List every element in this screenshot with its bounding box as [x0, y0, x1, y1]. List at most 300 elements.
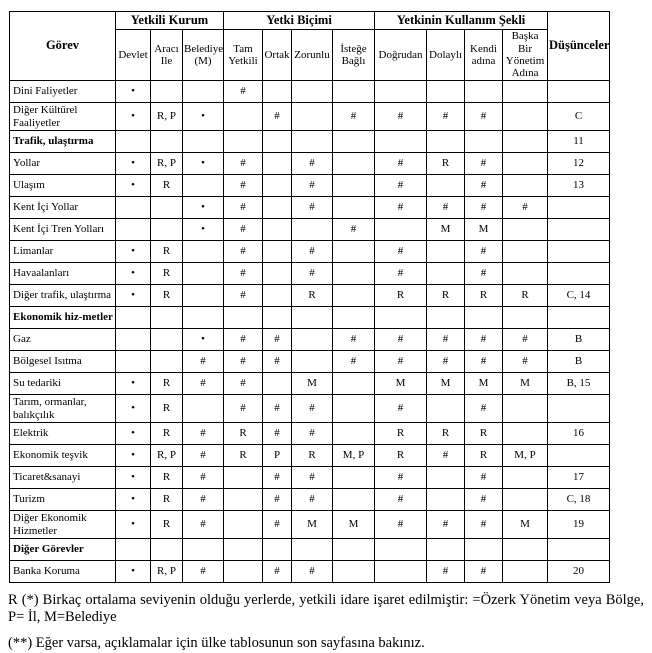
table-cell: R [292, 285, 333, 307]
table-cell [375, 219, 427, 241]
table-cell: R [151, 511, 183, 539]
table-cell [183, 81, 224, 103]
table-row [10, 351, 610, 373]
table-cell [333, 307, 375, 329]
row-label: Havaalanları [10, 263, 116, 285]
table-cell: R, P [151, 561, 183, 583]
row-label: Ticaret&sanayi [10, 467, 116, 489]
row-label: Bölgesel Isıtma [10, 351, 116, 373]
footnote-legend: R (*) Birkaç ortalama seviyenin olduğu yerlerde, yetkili idare işaret edilmiştir: =Özerk Yönetim veya Bölge, P= İl, M=Belediye [8, 592, 644, 626]
row-label: Diğer Görevler [10, 539, 116, 561]
table-cell [548, 263, 610, 285]
table-cell [224, 539, 263, 561]
table-cell: R [151, 175, 183, 197]
table-cell: • [116, 445, 151, 467]
table-cell: # [263, 423, 292, 445]
table-cell: • [183, 103, 224, 131]
table-cell: • [116, 175, 151, 197]
table-cell: M [333, 511, 375, 539]
table-cell [151, 539, 183, 561]
table-cell: # [292, 395, 333, 423]
table-cell: M, P [333, 445, 375, 467]
column-header: Aracı Ile [151, 30, 183, 81]
table-cell [183, 175, 224, 197]
row-label: Banka Koruma [10, 561, 116, 583]
table-cell [116, 219, 151, 241]
table-cell: # [465, 329, 503, 351]
table-cell: R [224, 445, 263, 467]
table-cell [183, 285, 224, 307]
table-cell [116, 197, 151, 219]
table-cell [427, 263, 465, 285]
table-cell: R [465, 423, 503, 445]
column-header: İsteğe Bağlı [333, 30, 375, 81]
table-row [10, 329, 610, 351]
table-cell: # [263, 561, 292, 583]
row-label: Yollar [10, 153, 116, 175]
table-cell: # [224, 373, 263, 395]
table-cell [292, 351, 333, 373]
table-cell: M, P [503, 445, 548, 467]
table-cell: # [427, 103, 465, 131]
table-cell [548, 197, 610, 219]
table-cell: # [224, 395, 263, 423]
table-cell: • [116, 423, 151, 445]
table-cell: C, 18 [548, 489, 610, 511]
table-cell: # [465, 263, 503, 285]
table-row [10, 285, 610, 307]
table-cell: # [333, 103, 375, 131]
table-row [10, 81, 610, 103]
row-label: Kent İçi Tren Yolları [10, 219, 116, 241]
column-header: Belediye (M) [183, 30, 224, 81]
table-cell: • [116, 511, 151, 539]
table-cell: M [427, 219, 465, 241]
table-cell: # [427, 445, 465, 467]
table-cell: # [375, 511, 427, 539]
table-cell [465, 539, 503, 561]
table-cell [224, 467, 263, 489]
table-cell: # [224, 351, 263, 373]
table-cell: • [116, 103, 151, 131]
row-label: Turizm [10, 489, 116, 511]
table-cell: • [183, 329, 224, 351]
table-cell [333, 561, 375, 583]
table-cell: R [375, 423, 427, 445]
table-cell [375, 131, 427, 153]
row-label: Diğer Kültürel Faaliyetler [10, 103, 116, 131]
table-cell: 13 [548, 175, 610, 197]
table-cell: R [151, 285, 183, 307]
table-cell [333, 81, 375, 103]
footnotes [8, 592, 644, 652]
table-cell: # [333, 329, 375, 351]
table-cell: # [292, 197, 333, 219]
table-cell: # [427, 511, 465, 539]
column-header: Ortak [263, 30, 292, 81]
table-cell: 12 [548, 153, 610, 175]
table-row [10, 561, 610, 583]
table-row [10, 263, 610, 285]
table-cell: # [183, 489, 224, 511]
table-row [10, 539, 610, 561]
table-cell [333, 423, 375, 445]
document-page [0, 11, 652, 652]
group-header-gorev: Görev [10, 12, 116, 81]
table-cell [263, 219, 292, 241]
table-cell: # [292, 153, 333, 175]
group-header-dusunceler: Düşünceler [548, 12, 610, 81]
table-cell [503, 467, 548, 489]
table-cell [151, 307, 183, 329]
column-header: Kendi adına [465, 30, 503, 81]
table-cell [224, 307, 263, 329]
table-cell: # [375, 263, 427, 285]
table-cell: # [292, 561, 333, 583]
table-cell: M [465, 219, 503, 241]
table-cell [224, 561, 263, 583]
table-cell [465, 307, 503, 329]
table-cell [548, 241, 610, 263]
table-cell: # [465, 103, 503, 131]
row-label: Su tedariki [10, 373, 116, 395]
table-cell: R [151, 241, 183, 263]
table-cell: R [503, 285, 548, 307]
table-cell: # [224, 263, 263, 285]
table-cell [333, 131, 375, 153]
table-cell: # [224, 175, 263, 197]
table-row [10, 103, 610, 131]
table-cell [427, 467, 465, 489]
row-label: Diğer trafik, ulaştırma [10, 285, 116, 307]
table-cell [333, 153, 375, 175]
table-cell: # [465, 395, 503, 423]
row-label: Diğer Ekonomik Hizmetler [10, 511, 116, 539]
table-cell: M [503, 373, 548, 395]
table-cell [224, 511, 263, 539]
table-cell [375, 539, 427, 561]
table-cell: # [503, 351, 548, 373]
table-cell: M [292, 511, 333, 539]
table-row [10, 373, 610, 395]
table-cell: # [465, 153, 503, 175]
table-row [10, 153, 610, 175]
table-cell: # [292, 423, 333, 445]
column-header: Doğrudan [375, 30, 427, 81]
table-cell: R [151, 263, 183, 285]
table-cell: R [151, 489, 183, 511]
table-cell: # [263, 511, 292, 539]
table-cell: • [116, 241, 151, 263]
table-cell [183, 539, 224, 561]
table-cell [503, 539, 548, 561]
table-cell [503, 263, 548, 285]
table-cell [263, 285, 292, 307]
table-cell [333, 395, 375, 423]
group-header-yetkili-kurum: Yetkili Kurum [116, 12, 224, 30]
table-cell: • [183, 219, 224, 241]
table-cell [548, 307, 610, 329]
table-cell [333, 467, 375, 489]
table-cell: # [263, 103, 292, 131]
table-cell: R [427, 285, 465, 307]
column-header: Devlet [116, 30, 151, 81]
table-cell [333, 539, 375, 561]
table-cell: R, P [151, 153, 183, 175]
table-cell: • [116, 467, 151, 489]
table-cell [224, 489, 263, 511]
table-cell: # [375, 103, 427, 131]
table-cell: # [465, 351, 503, 373]
row-label: Ulaşım [10, 175, 116, 197]
table-cell [116, 307, 151, 329]
table-cell: # [375, 329, 427, 351]
table-cell [427, 241, 465, 263]
column-header: Dolaylı [427, 30, 465, 81]
table-cell [263, 175, 292, 197]
table-cell: 16 [548, 423, 610, 445]
table-cell [116, 539, 151, 561]
table-cell: # [427, 351, 465, 373]
table-cell: # [224, 241, 263, 263]
table-cell: # [465, 561, 503, 583]
table-cell [333, 285, 375, 307]
table-cell: B [548, 351, 610, 373]
table-cell: B, 15 [548, 373, 610, 395]
table-row [10, 445, 610, 467]
table-cell [263, 241, 292, 263]
table-cell [503, 307, 548, 329]
table-cell: # [503, 329, 548, 351]
table-cell [503, 81, 548, 103]
table-cell [151, 329, 183, 351]
table-cell: # [375, 395, 427, 423]
table-cell: # [224, 285, 263, 307]
table-row [10, 511, 610, 539]
column-header: Zorunlu [292, 30, 333, 81]
table-cell: • [116, 561, 151, 583]
table-cell [548, 81, 610, 103]
row-label: Limanlar [10, 241, 116, 263]
table-cell: # [427, 329, 465, 351]
table-cell: # [224, 81, 263, 103]
table-cell: # [375, 153, 427, 175]
table-cell: B [548, 329, 610, 351]
table-cell [263, 153, 292, 175]
table-cell: • [116, 153, 151, 175]
table-cell [263, 81, 292, 103]
table-cell: 17 [548, 467, 610, 489]
table-cell: # [375, 175, 427, 197]
table-cell: # [224, 329, 263, 351]
table-cell [292, 131, 333, 153]
table-cell: • [116, 81, 151, 103]
table-cell [427, 131, 465, 153]
table-cell: # [292, 175, 333, 197]
table-cell [427, 307, 465, 329]
table-cell: M [292, 373, 333, 395]
table-cell [465, 81, 503, 103]
row-label: Kent İçi Yollar [10, 197, 116, 219]
row-label: Gaz [10, 329, 116, 351]
table-cell: R [224, 423, 263, 445]
table-cell: P [263, 445, 292, 467]
footnote-see-country-table: (**) Eğer varsa, açıklamalar için ülke tablosunun son sayfasına bakınız. [8, 635, 425, 652]
column-header: Başka Bir Yönetim Adına [503, 30, 548, 81]
table-cell: # [375, 241, 427, 263]
table-cell: M [503, 511, 548, 539]
table-cell: R [151, 395, 183, 423]
table-cell: # [375, 489, 427, 511]
table-cell: # [292, 489, 333, 511]
table-row [10, 489, 610, 511]
table-cell [292, 329, 333, 351]
table-cell: R [375, 445, 427, 467]
table-cell: # [183, 561, 224, 583]
row-label: Trafik, ulaştırma [10, 131, 116, 153]
table-cell: # [465, 175, 503, 197]
table-cell: R [427, 153, 465, 175]
table-cell: R, P [151, 445, 183, 467]
table-cell: R [151, 467, 183, 489]
table-cell [116, 329, 151, 351]
table-cell: • [183, 153, 224, 175]
table-cell [183, 395, 224, 423]
row-label: Ekonomik teşvik [10, 445, 116, 467]
table-cell: R [375, 285, 427, 307]
table-row [10, 219, 610, 241]
table-cell [548, 445, 610, 467]
table-cell [151, 81, 183, 103]
table-cell [333, 241, 375, 263]
table-cell [292, 219, 333, 241]
table-cell [151, 131, 183, 153]
table-cell: # [263, 351, 292, 373]
table-cell [503, 131, 548, 153]
table-cell [503, 219, 548, 241]
table-cell [333, 197, 375, 219]
table-cell [503, 489, 548, 511]
table-cell: M [375, 373, 427, 395]
table-cell [503, 153, 548, 175]
table-cell: • [116, 263, 151, 285]
table-cell: # [263, 395, 292, 423]
table-cell: # [263, 467, 292, 489]
table-cell: # [375, 351, 427, 373]
table-cell: # [465, 197, 503, 219]
table-cell: # [333, 351, 375, 373]
table-cell [503, 395, 548, 423]
table-cell: M [465, 373, 503, 395]
row-label: Elektrik [10, 423, 116, 445]
table-row [10, 395, 610, 423]
table-cell: • [116, 285, 151, 307]
table-cell [183, 241, 224, 263]
table-cell: R [151, 423, 183, 445]
table-body [10, 81, 610, 583]
table-cell [151, 351, 183, 373]
table-cell [333, 175, 375, 197]
table-cell: R [151, 373, 183, 395]
table-cell [375, 561, 427, 583]
table-cell: # [183, 423, 224, 445]
table-cell: • [183, 197, 224, 219]
table-cell [116, 131, 151, 153]
table-cell [263, 373, 292, 395]
table-cell [292, 307, 333, 329]
table-row [10, 197, 610, 219]
table-cell [427, 395, 465, 423]
table-cell [263, 263, 292, 285]
table-cell [292, 103, 333, 131]
column-header: Tam Yetkili [224, 30, 263, 81]
table-cell: # [292, 241, 333, 263]
table-cell [375, 81, 427, 103]
group-header-row [10, 12, 610, 30]
table-cell: # [465, 489, 503, 511]
table-cell [183, 263, 224, 285]
table-cell: # [183, 511, 224, 539]
table-cell: C, 14 [548, 285, 610, 307]
table-cell [333, 489, 375, 511]
table-cell: R [292, 445, 333, 467]
group-header-kullanim-sekli: Yetkinin Kullanım Şekli [375, 12, 548, 30]
table-cell: • [116, 373, 151, 395]
table-cell: # [263, 329, 292, 351]
table-row [10, 467, 610, 489]
table-cell [292, 81, 333, 103]
row-label: Ekonomik hiz-metler [10, 307, 116, 329]
table-cell: # [183, 373, 224, 395]
table-cell [548, 219, 610, 241]
table-cell [375, 307, 427, 329]
table-row [10, 175, 610, 197]
row-label: Tarım, ormanlar, balıkçılık [10, 395, 116, 423]
table-cell [465, 131, 503, 153]
table-cell: 11 [548, 131, 610, 153]
table-cell [503, 103, 548, 131]
table-cell: # [427, 197, 465, 219]
table-cell: R, P [151, 103, 183, 131]
table-cell: # [333, 219, 375, 241]
table-cell: 19 [548, 511, 610, 539]
table-cell [151, 197, 183, 219]
table-cell: # [375, 467, 427, 489]
table-cell: # [263, 489, 292, 511]
table-cell [183, 307, 224, 329]
table-cell [263, 131, 292, 153]
table-cell: # [427, 561, 465, 583]
table-cell: M [427, 373, 465, 395]
table-cell: # [375, 197, 427, 219]
table-cell [116, 351, 151, 373]
table-cell: R [465, 285, 503, 307]
table-cell [548, 539, 610, 561]
table-row [10, 423, 610, 445]
table-cell: # [465, 511, 503, 539]
table-cell [183, 131, 224, 153]
table-cell: 20 [548, 561, 610, 583]
authority-table [9, 11, 610, 583]
table-cell [224, 103, 263, 131]
table-cell [151, 219, 183, 241]
table-cell: # [224, 219, 263, 241]
table-cell: # [465, 467, 503, 489]
table-cell [292, 539, 333, 561]
table-cell [427, 175, 465, 197]
group-header-yetki-bicimi: Yetki Biçimi [224, 12, 375, 30]
table-cell: # [183, 467, 224, 489]
